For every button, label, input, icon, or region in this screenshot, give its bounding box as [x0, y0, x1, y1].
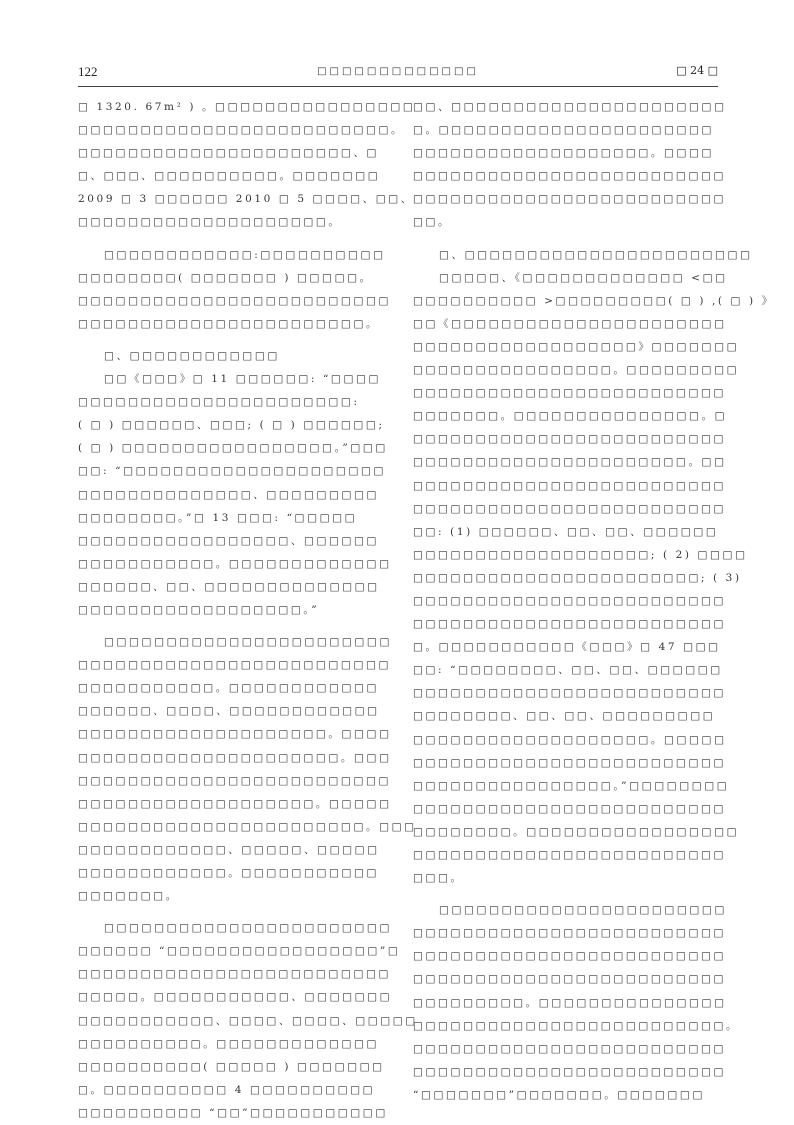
text-line: □□□□□□ “□□□□□□□□□□□□□□□□□”□ — [78, 945, 401, 958]
text-line: □□《□□□□□□□□□□□□□□□□□□□□□□ — [413, 317, 727, 330]
text-line: “□□□□□□□”□□□□□□□。□□□□□□□ — [413, 1088, 705, 1101]
text-line: □□□□□□□□□□□□□□□□□□□; ( 2) □□□□ — [413, 548, 748, 561]
text-line: □□: “□□□□□□□□□□□□□□□□□□□□□ — [78, 465, 387, 478]
text-line: □、□□□、□□□□□□□□□□。□□□□□□□ — [78, 170, 381, 183]
text-line: □□□□□□□□□□□□□□□□□□□□□□□□□ — [78, 659, 392, 672]
paragraph-gap — [413, 235, 718, 244]
text-line: □□□□□□□□□□□□□□□□□□□□□□□ — [104, 636, 392, 649]
text-line: □□□□□□□□□□□□□□□□□□□□□□□□□ — [413, 618, 727, 631]
text-line: □□□□□□、□□□□、□□□□□□□□□□□□ — [78, 705, 380, 718]
page-number: 122 — [78, 64, 98, 79]
text-line: □□□□□□□□□□□□□□□□。”□□□□□□□□ — [413, 779, 730, 792]
paragraph-gap — [78, 336, 383, 345]
text-line: □□□□□□□□□□□□□□□□□□□□□□□□□。 — [78, 124, 405, 137]
text-line: 2009 □ 3 □□□□□□ 2010 □ 5 □□□□、□□、 — [78, 193, 414, 206]
text-line: □□□。 — [413, 872, 464, 885]
text-line: □□□□□□□□。”□ 13 □□□: “□□□□□ — [78, 511, 358, 524]
text-line: □□□□□□□□、□□、□□、□□□□□□□□□ — [413, 710, 716, 723]
text-line: □□: “□□□□□□□□、□□、□□、□□□□□□ — [413, 664, 723, 677]
text-line: □□□□□□□□□□□□:□□□□□□□□□□ — [104, 248, 386, 261]
text-line: □□□□□□□□□□□□□□□□□、□□□□□□ — [78, 534, 380, 547]
text-line: □□□□□□□□□□□□、□□□□□、□□□□□ — [78, 843, 380, 856]
text-line: □、□□□□□□□□□□□□ — [104, 349, 280, 362]
left-column — [78, 96, 418, 1125]
text-line: □□□□□□、□□、□□□□□□□□□□□□□□ — [78, 580, 380, 593]
text-line: □□□□□□□□□□□□□□□□□□□□□□□□□ — [413, 802, 727, 815]
text-line: □□□□□□□□□□□。□□□□□□□□□□□□ — [78, 682, 380, 695]
text-line: □□□□□□□□□□□□□□□□□□□□□□: — [78, 396, 360, 409]
text-line: □□□□□□□□□□。□□□□□□□□□□□□□ — [78, 1037, 380, 1050]
text-line: □。□□□□□□□□□□□□□□□□□□□□□□ — [413, 124, 715, 137]
text-line: □□□□□□□□。□□□□□□□□□□□□□□□□□ — [413, 825, 740, 838]
text-line: □□□□□□□□□□□□□□□□□□□□□□□□□ — [413, 1042, 727, 1055]
text-line: □□□□□□□□□□□□□□□□□□□□。 — [78, 216, 342, 229]
text-line: □□□□□□□□□□□□□□□□□□□□□□□□□ — [413, 594, 727, 607]
text-line: □□□□□□□□□□□□。□□□□□□□□□□□ — [78, 867, 380, 879]
text-line: □□□□□□□□□□□□□□□□□□□。□□□□ — [413, 147, 715, 160]
text-line: □□□□□□□。□□□□□□□□□□□□□□□。□ — [413, 410, 728, 423]
text-line: □□□□□□□□□□□□□□□□□□□□□□□□□ — [78, 774, 392, 787]
running-header — [78, 64, 718, 86]
text-line: □□□□□□□□□□□□□□□□□□□□□□□□□。 — [413, 1019, 740, 1032]
text-line: □□□□□□□□□□□□□□□□□□□□□□□□□ — [413, 950, 727, 963]
text-line: □□□□□□□□□□□□□□□□□□□□□□□□□ — [413, 387, 727, 400]
text-line: □□□□□□□□□□□□□□□□□□□□□□□; ( 3) — [413, 571, 742, 584]
text-line: □□□□□□□□□□□□□□□□□□□□□□□□□ — [413, 502, 727, 515]
text-line: □□□□□□□□□□□□□□□□□□□□□□□。 — [78, 317, 380, 330]
paragraph-gap — [413, 890, 718, 899]
text-line: □□□□□□□□□□ >□□□□□□□□□( □ ) ,( □ ) 》 — [413, 294, 775, 307]
text-line: □□。 — [413, 216, 452, 229]
text-line: □□□□□□□□□□( □□□□□ ) □□□□□□□ — [78, 1060, 385, 1073]
text-line: □□□□□□□□□□□□□□□□□□□。□□□□□ — [78, 797, 392, 810]
text-line: □□□□□□□□□□□□□□□□□□□□。□□□□ — [78, 728, 392, 741]
text-line: □□□□□□□□□□□□□□□□□□□□□□□ — [439, 904, 727, 917]
text-line: ( □ ) □□□□□□□□□□□□□□□□□。”□□□ — [78, 442, 388, 455]
text-line: □□□□□□□□□□□□□□□□□□□□□□□。□□□ — [78, 820, 417, 833]
text-line: □、□□□□□□□□□□□□□□□□□□□□□□□ — [439, 248, 753, 261]
text-line: □□□□□□□□□□□□□□□□。□□□□□□□□□ — [413, 364, 740, 377]
text-line: □□□□□□□□□□□□□□□□□□□。□□□□□ — [413, 733, 727, 746]
text-line: □□□□□□□□□□□□□□□□□□□□□□□□□ — [413, 170, 727, 183]
text-line: □□、□□□□□□□□□□□□□□□□□□□□□□ — [413, 101, 727, 113]
text-line: □□□□□□□□□□□□□□□□□□□□□□□□□ — [413, 687, 727, 700]
text-line: □□□□□、《□□□□□□□□□□□□□ <□□ — [439, 271, 728, 284]
text-line: □。□□□□□□□□□□ 4 □□□□□□□□□□ — [78, 1083, 376, 1096]
text-line: □□□□□□□。 — [78, 890, 179, 903]
text-line: □□□□□□□□□□□□□□□□□□□□□□□□□ — [413, 849, 727, 861]
text-line: □□□□□□□□□□□□□□□□□□□□□□□□□ — [78, 968, 392, 981]
text-line: □□□□□□□□□。□□□□□□□□□□□□□□□ — [413, 996, 727, 1009]
text-line: □□□□□□□□□□□□□□□□□□。” — [78, 603, 320, 616]
paragraph-gap — [78, 908, 383, 917]
text-line: □□□□□□□□□□□□□□□□□□》□□□□□□□ — [413, 340, 740, 353]
text-line: □□□□□□□□( □□□□□□□ ) □□□□□。 — [78, 271, 373, 284]
text-line: □□□□□□□□□□□□□□□□□□□□□□□ — [104, 922, 392, 935]
text-line: □□□□□□□□□□□□□□□□□□□□□□。□□ — [413, 456, 727, 469]
text-line: □□□□□□□□□□□□□□□□□□□□□□□□□ — [413, 927, 727, 940]
text-line: □□□□□□□□□□□□□□□□□□□□□□□□□ — [413, 973, 727, 986]
paragraph-gap — [78, 235, 383, 244]
text-line: □□□□□□□□□□ “□□”□□□□□□□□□□□ — [78, 1106, 388, 1119]
right-column — [413, 96, 775, 1107]
text-line: □□: (1) □□□□□□、□□、□□、□□□□□□ — [413, 525, 719, 538]
journal-title: □□□□□□□□□□□□□ — [317, 66, 479, 77]
text-line: □□□□□□□□□□□□□□□□□□□□□。□□□ — [78, 751, 392, 764]
text-line: □□□□□□□□□□□□□□□□□□□□□□□□□ — [78, 294, 392, 307]
text-line: ( □ ) □□□□□□、□□□; ( □ ) □□□□□□; — [78, 419, 385, 432]
text-line: □□□□□□□□□□□。□□□□□□□□□□□□□ — [78, 557, 392, 570]
text-line: □ 1320. 67m² ) 。□□□□□□□□□□□□□□□□ — [78, 101, 416, 113]
text-line: □□□□□□□□□□□□□□□□□□□□□□□□□ — [413, 1065, 727, 1078]
paragraph-gap — [78, 622, 383, 631]
text-line: □□□□□□□□□□□□□□□□□□□□□□□□□ — [413, 433, 727, 446]
text-line: □□《□□□》□ 11 □□□□□□: “□□□□ — [104, 373, 382, 386]
text-line: □□□□□□□□□□□□□□□□□□□□□□、□ — [78, 147, 380, 160]
header-rule — [78, 86, 718, 87]
text-line: □□□□□。□□□□□□□□□□□、□□□□□□□ — [78, 991, 393, 1004]
text-line: □。□□□□□□□□□□□《□□□》□ 47 □□□ — [413, 641, 721, 654]
text-line: □□□□□□□□□□□□□□□□□□□□□□□□□ — [413, 479, 727, 492]
volume-label: □ 24 □ — [676, 64, 718, 77]
text-line: □□□□□□□□□□□□□□□□□□□□□□□□□ — [413, 193, 727, 206]
text-line: □□□□□□□□□□□□□□□□□□□□□□□□□ — [413, 756, 727, 769]
text-line: □□□□□□□□□□□、□□□□、□□□□、□□□□□ — [78, 1014, 418, 1027]
text-line: □□□□□□□□□□□□□□、□□□□□□□□□ — [78, 488, 380, 501]
